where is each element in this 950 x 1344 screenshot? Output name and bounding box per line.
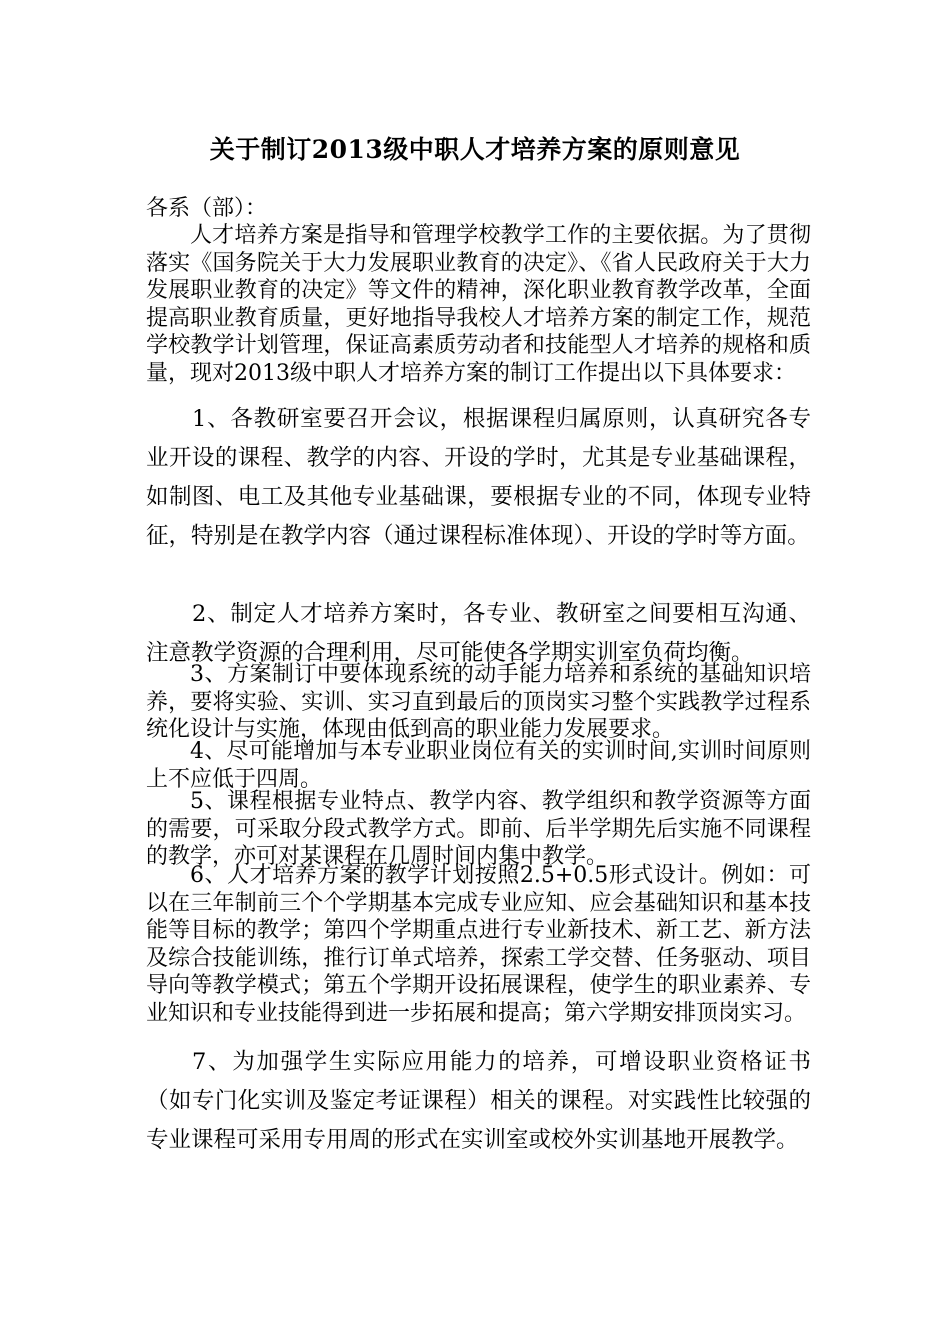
requirement-item-1: 1、各教研室要召开会议，根据课程归属原则，认真研究各专业开设的课程、教学的内容、开设的学时，尤其是专业基础课程，如制图、电工及其他专业基础课，要根据专业的不同，体现专业特征，特别是在教学内容（通过课程标准体现）、开设的学时等方面。	[146, 406, 811, 549]
requirement-item-4: 4、尽可能增加与本专业职业岗位有关的实训时间,实训时间原则上不应低于四周。	[146, 739, 811, 792]
requirement-item-2: 2、制定人才培养方案时，各专业、教研室之间要相互沟通、注意教学资源的合理利用，尽可能使各学期实训室负荷均衡。	[146, 601, 811, 666]
requirement-item-3: 3、方案制订中要体现系统的动手能力培养和系统的基础知识培养，要将实验、实训、实习直到最后的顶岗实习整个实践教学过程系统化设计与实施，体现由低到高的职业能力发展要求。	[146, 662, 811, 742]
requirement-item-7: 7、为加强学生实际应用能力的培养，可增设职业资格证书（如专门化实训及鉴定考证课程）相关的课程。对实践性比较强的专业课程可采用专用周的形式在实训室或校外实训基地开展教学。	[146, 1049, 811, 1153]
requirement-item-6: 6、人才培养方案的教学计划按照2.5+0.5形式设计。例如：可以在三年制前三个个学期基本完成专业应知、应会基础知识和基本技能等目标的教学；第四个学期重点进行专业新技术、新工艺、新方法及综合技能训练，推行订单式培养，探索工学交替、任务驱动、项目导向等教学模式；第五个学期开设拓展课程，使学生的职业素养、专业知识和专业技能得到进一步拓展和提高；第六学期安排顶岗实习。	[146, 863, 811, 1026]
requirement-item-5: 5、课程根据专业特点、教学内容、教学组织和教学资源等方面的需要，可采取分段式教学方式。即前、后半学期先后实施不同课程的教学，亦可对某课程在几周时间内集中教学。	[146, 789, 811, 869]
document-title: 关于制订2013级中职人才培养方案的原则意见	[209, 135, 741, 164]
salutation: 各系（部）：	[146, 196, 268, 221]
intro-paragraph: 人才培养方案是指导和管理学校教学工作的主要依据。为了贯彻落实《国务院关于大力发展职业教育的决定》、《省人民政府关于大力发展职业教育的决定》等文件的精神，深化职业教育教学改革，全面提高职业教育质量，更好地指导我校人才培养方案的制定工作，规范学校教学计划管理，保证高素质劳动者和技能型人才培养的规格和质量，现对2013级中职人才培养方案的制订工作提出以下具体要求：	[146, 223, 811, 386]
